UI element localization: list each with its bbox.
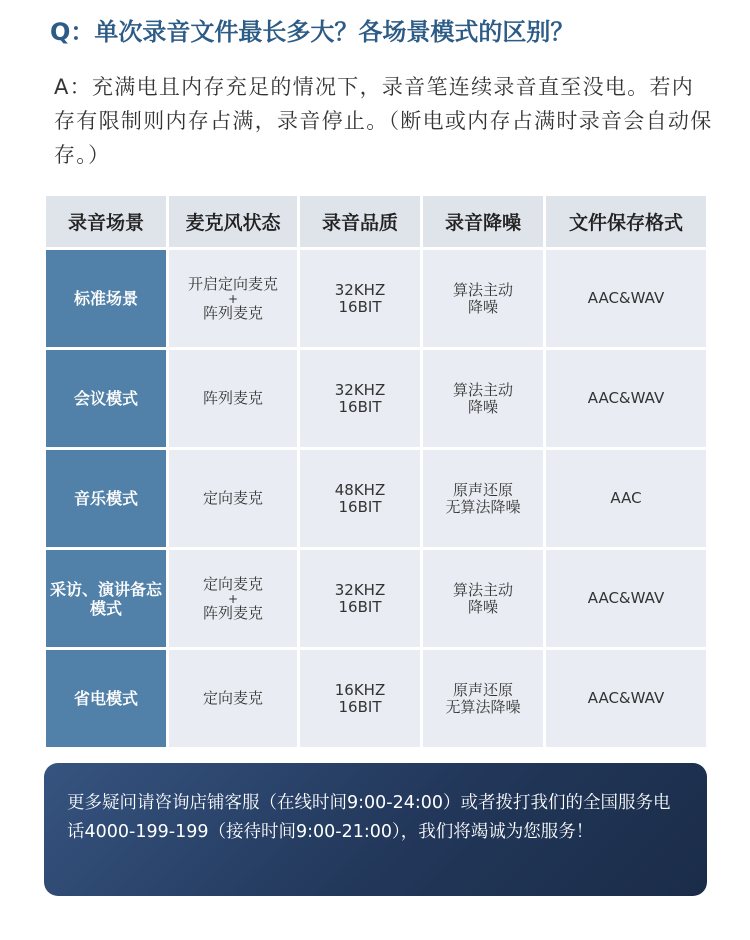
mic-line: 定向麦克 (202, 574, 263, 593)
format-cell: AAC&WAV (546, 250, 706, 347)
mic-cell (169, 250, 297, 347)
header-noise: 录音降噪 (423, 196, 543, 247)
customer-service-notice: 更多疑问请咨询店铺客服（在线时间9:00-24:00）或者拨打我们的全国服务电话4000-199-199（接待时间9:00-21:00），我们将竭诚为您服务！ (44, 763, 707, 896)
quality-rate: 16KHZ (334, 680, 386, 699)
scene-cell: 音乐模式 (46, 450, 166, 547)
noise-line: 算法主动 (452, 580, 513, 599)
noise-line: 原声还原 (452, 680, 513, 699)
quality-cell (300, 250, 420, 347)
scene-cell: 会议模式 (46, 350, 166, 447)
mic-plus: + (227, 591, 239, 606)
quality-rate: 48KHZ (334, 480, 386, 499)
noise-line: 算法主动 (452, 380, 513, 399)
mic-cell (169, 650, 297, 747)
noise-cell (423, 650, 543, 747)
noise-cell (423, 350, 543, 447)
header-quality: 录音品质 (300, 196, 420, 247)
noise-cell (423, 450, 543, 547)
noise-line: 降噪 (467, 297, 498, 316)
quality-cell (300, 550, 420, 647)
mic-cell (169, 550, 297, 647)
quality-cell (300, 650, 420, 747)
scene-cell: 省电模式 (46, 650, 166, 747)
quality-rate: 32KHZ (334, 380, 386, 399)
quality-bit: 16BIT (338, 297, 382, 316)
mic-line: 开启定向麦克 (187, 274, 278, 293)
quality-bit: 16BIT (338, 397, 382, 416)
quality-cell (300, 450, 420, 547)
header-scene: 录音场景 (46, 196, 166, 247)
mic-cell (169, 350, 297, 447)
quality-bit: 16BIT (338, 497, 382, 516)
faq-question: Q：单次录音文件最长多大？各场景模式的区别？ (50, 18, 575, 46)
mic-line: 阵列麦克 (202, 303, 263, 322)
noise-cell (423, 250, 543, 347)
mic-line: 阵列麦克 (202, 389, 263, 407)
mic-line: 阵列麦克 (202, 603, 263, 622)
header-format: 文件保存格式 (546, 196, 706, 247)
quality-rate: 32KHZ (334, 580, 386, 599)
noise-line: 降噪 (467, 397, 498, 416)
quality-bit: 16BIT (338, 597, 382, 616)
format-cell: AAC (546, 450, 706, 547)
noise-line: 无算法降噪 (445, 497, 521, 516)
scene-cell: 采访、演讲备忘模式 (46, 550, 166, 647)
mic-cell (169, 450, 297, 547)
quality-bit: 16BIT (338, 697, 382, 716)
quality-cell (300, 350, 420, 447)
noise-line: 降噪 (467, 597, 498, 616)
format-cell: AAC&WAV (546, 350, 706, 447)
quality-rate: 32KHZ (334, 280, 386, 299)
scene-cell: 标准场景 (46, 250, 166, 347)
noise-line: 算法主动 (452, 280, 513, 299)
scene-mode-table (46, 196, 706, 747)
mic-plus: + (227, 291, 239, 306)
mic-line: 定向麦克 (202, 689, 263, 707)
faq-answer: A：充满电且内存充足的情况下，录音笔连续录音直至没电。若内存有限制则内存占满，录音停止。（断电或内存占满时录音会自动保存。） (54, 75, 713, 167)
noise-line: 无算法降噪 (445, 697, 521, 716)
header-mic: 麦克风状态 (169, 196, 297, 247)
mic-line: 定向麦克 (202, 489, 263, 507)
format-cell: AAC&WAV (546, 650, 706, 747)
format-cell: AAC&WAV (546, 550, 706, 647)
noise-cell (423, 550, 543, 647)
noise-line: 原声还原 (452, 480, 513, 499)
